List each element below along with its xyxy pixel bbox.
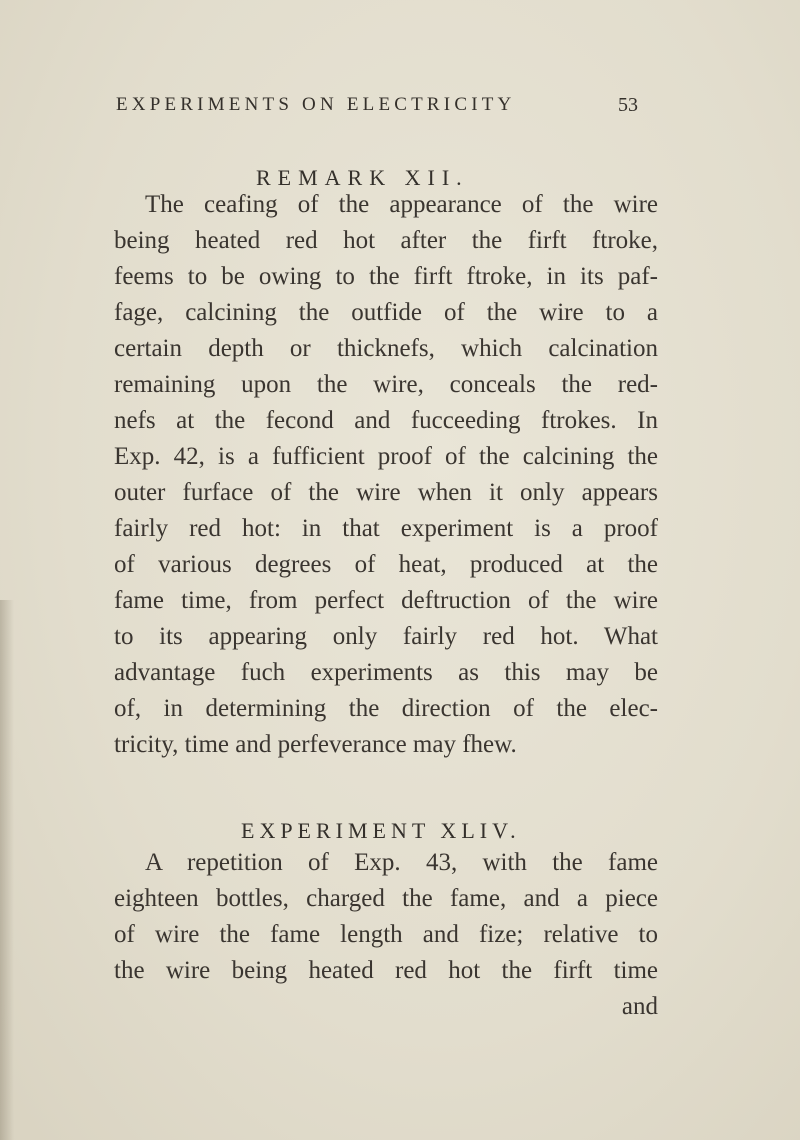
text-line: nefs at the fecond and fucceeding ftrokes. In (114, 407, 658, 434)
text-line: eighteen bottles, charged the fame, and a piece (114, 885, 658, 912)
catchword: and (621, 993, 658, 1020)
text-line: outer furface of the wire when it only appears (114, 479, 658, 506)
running-title: EXPERIMENTS ON ELECTRICITY (116, 94, 516, 115)
text-line: of wire the fame length and fize; relative to (114, 921, 658, 948)
text-line: remaining upon the wire, conceals the red- (114, 371, 658, 398)
page-number: 53 (618, 94, 638, 116)
text-line: advantage fuch experiments as this may be (114, 659, 658, 686)
text-line: Exp. 42, is a fufficient proof of the calcining the (114, 443, 658, 470)
text-line: A repetition of Exp. 43, with the fame (145, 849, 658, 876)
text-line: fairly red hot: in that experiment is a proof (114, 515, 658, 542)
text-line: tricity, time and perfeverance may fhew. (114, 731, 517, 758)
text-line: feems to be owing to the firft ftroke, in its paf- (114, 263, 658, 290)
binding-shadow (0, 600, 14, 1140)
text-line: fame time, from perfect deftruction of the wire (114, 587, 658, 614)
text-line: The ceafing of the appearance of the wire (145, 191, 658, 218)
text-line: to its appearing only fairly red hot. What (114, 623, 658, 650)
text-line: fage, calcining the outfide of the wire to a (114, 299, 658, 326)
text-line: the wire being heated red hot the firft time (114, 957, 658, 984)
text-line: of various degrees of heat, produced at the (114, 551, 658, 578)
remark-heading: REMARK XII. (256, 165, 469, 190)
text-line: of, in determining the direction of the elec- (114, 695, 658, 722)
experiment-heading: EXPERIMENT XLIV. (241, 818, 521, 843)
text-line: being heated red hot after the firft ftroke, (114, 227, 658, 254)
text-line: certain depth or thicknefs, which calcination (114, 335, 658, 362)
